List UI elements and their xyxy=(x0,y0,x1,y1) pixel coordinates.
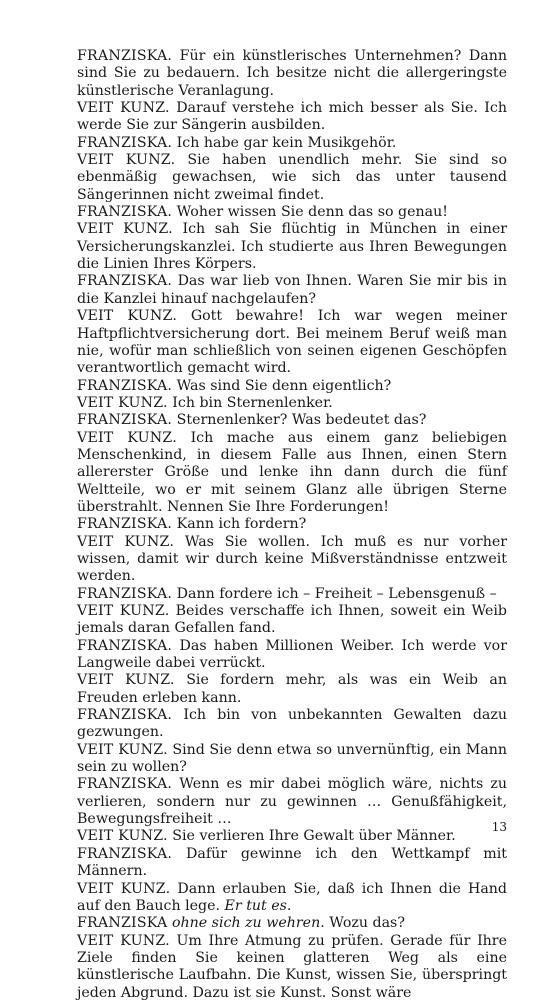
speaker-name: VEIT KUNZ. xyxy=(77,152,176,169)
dialogue-text: Woher wissen Sie denn das so genau! xyxy=(176,204,448,221)
speaker-name: VEIT KUNZ. xyxy=(77,394,168,411)
speaker-name: FRANZISKA. xyxy=(77,48,173,64)
dialogue-line xyxy=(77,221,507,273)
dialogue-line xyxy=(77,100,507,135)
dialogue-text: Um Ihre Atmung zu prüfen. Gerade für Ihre Ziele finden Sie keinen glatteren Weg als eine künstlerische Laufbahn. Die Kunst, wissen Sie, überspringt jeden Abgrund. Dazu ist sie Kunst. Sonst wäre xyxy=(77,932,507,1001)
speaker-name: FRANZISKA xyxy=(77,915,168,932)
dialogue-text: Wozu das? xyxy=(329,915,405,932)
speaker-name: FRANZISKA. xyxy=(77,776,173,793)
dialogue-line xyxy=(77,603,507,638)
dialogue-line xyxy=(77,707,507,742)
dialogue-text: Ich mache aus einem ganz beliebigen Menschenkind, in diesem Falle aus Ihnen, einen Stern allererster Größe und lenke ihn dann durch die fünf Weltteile, wo er mit seinem Glanz alle übrigen Sterne überstrahlt. Nennen Sie Ihre Forderungen! xyxy=(77,429,508,515)
dialogue-line xyxy=(77,308,507,377)
dialogue-line xyxy=(77,516,507,533)
speaker-name: VEIT KUNZ. xyxy=(77,672,175,689)
dialogue-text: Darauf verstehe ich mich besser als Sie. Ich werde Sie zur Sängerin ausbilden. xyxy=(77,100,507,134)
dialogue-text: Ich sah Sie flüchtig in München in einer Versicherungskanzlei. Ich studierte aus Ihren Bewegungen die Linien Ihres Körpers. xyxy=(77,221,508,273)
speaker-name: VEIT KUNZ. xyxy=(77,100,170,117)
speaker-name: VEIT KUNZ. xyxy=(77,429,177,446)
dialogue-text: Dann erlauben Sie, daß ich Ihnen die Hand auf den Bauch lege. xyxy=(77,880,507,914)
dialogue-text: Beides verschaffe ich Ihnen, soweit ein Weib jemals daran Gefallen fand. xyxy=(77,603,507,637)
dialogue-text: Sie verlieren Ihre Gewalt über Männer. xyxy=(172,828,456,845)
speaker-name: FRANZISKA. xyxy=(77,377,173,394)
speaker-name: VEIT KUNZ. xyxy=(77,603,170,619)
dialogue-text: Was sind Sie denn eigentlich? xyxy=(176,377,392,394)
dialogue-line xyxy=(77,742,507,777)
speaker-name: FRANZISKA. xyxy=(77,134,173,151)
dialogue-text: Ich bin von unbekannten Gewalten dazu gezwungen. xyxy=(77,707,507,741)
dialogue-text: Wenn es mir dabei möglich wäre, nichts zu verlieren, sondern nur zu gewinnen … Genußfähigkeit, Bewegungsfreiheit … xyxy=(77,776,507,828)
speaker-name: VEIT KUNZ. xyxy=(77,880,171,897)
dialogue-line xyxy=(77,48,507,100)
dialogue-text: Sternenlenker? Was bedeutet das? xyxy=(176,412,427,429)
page-number: 13 xyxy=(491,820,507,834)
dialogue-line xyxy=(77,273,507,308)
stage-direction: Er tut es. xyxy=(224,897,292,914)
dialogue-line xyxy=(77,672,507,707)
speaker-name: VEIT KUNZ. xyxy=(77,533,175,550)
speaker-name: FRANZISKA. xyxy=(77,585,173,602)
dialogue-line xyxy=(77,846,507,881)
dialogue-text: Ich habe gar kein Musikgehör. xyxy=(176,134,397,151)
text-page xyxy=(77,48,507,1002)
dialogue-line xyxy=(77,638,507,673)
dialogue-line xyxy=(77,152,507,204)
dialogue-text: Gott bewahre! Ich war wegen meiner Haftpflichtversicherung dort. Bei meinem Beruf weiß man nie, wofür man schließlich von seinen eigenen Geschöpfen verantwortlich gemacht wird. xyxy=(77,308,507,377)
speaker-name: FRANZISKA. xyxy=(77,707,173,724)
dialogue-line xyxy=(77,586,507,603)
dialogue-line xyxy=(77,378,507,395)
speaker-name: VEIT KUNZ. xyxy=(77,308,178,325)
dialogue-line xyxy=(77,534,507,586)
dialogue-text: Sie haben unendlich mehr. Sie sind so ebenmäßig gewachsen, wie sich das unter tausend Sängerinnen nicht zweimal findet. xyxy=(77,152,507,203)
dialogue-text: Sie fordern mehr, als was ein Weib an Freuden erleben kann. xyxy=(77,672,508,706)
dialogue-line xyxy=(77,915,507,932)
dialogue-line xyxy=(77,395,507,412)
dialogue-text: Sind Sie denn etwa so unvernünftig, ein Mann sein zu wollen? xyxy=(77,741,507,776)
dialogue-text: Was Sie wollen. Ich muß es nur vorher wissen, damit wir durch keine Mißverständnisse entzweit werden. xyxy=(77,533,508,585)
dialogue-text: Für ein künstlerisches Unternehmen? Dann sind Sie zu bedauern. Ich besitze nicht die allergeringste künstlerische Veranlagung. xyxy=(77,48,508,99)
dialogue-line xyxy=(77,881,507,916)
stage-direction: ohne sich zu wehren. xyxy=(171,915,325,932)
dialogue-text: Dann fordere ich – Freiheit – Lebensgenuß – xyxy=(176,585,497,602)
speaker-name: FRANZISKA. xyxy=(77,204,173,221)
speaker-name: VEIT KUNZ. xyxy=(77,221,173,238)
dialogue-line xyxy=(77,412,507,429)
dialogue-line xyxy=(77,933,507,1002)
speaker-name: FRANZISKA. xyxy=(77,273,173,290)
dialogue-text: Dafür gewinne ich den Wettkampf mit Männern. xyxy=(77,845,507,880)
speaker-name: VEIT KUNZ. xyxy=(77,932,170,949)
dialogue-line xyxy=(77,204,507,221)
speaker-name: FRANZISKA. xyxy=(77,845,173,862)
dialogue-line xyxy=(77,828,507,845)
dialogue-text: Ich bin Sternenlenker. xyxy=(172,394,333,411)
speaker-name: FRANZISKA. xyxy=(77,412,173,429)
dialogue-text: Das war lieb von Ihnen. Waren Sie mir bis in die Kanzlei hinauf nachgelaufen? xyxy=(77,273,507,307)
dialogue-text: Das haben Millionen Weiber. Ich werde vor Langweile dabei verrückt. xyxy=(77,637,508,672)
dialogue-line xyxy=(77,135,507,152)
speaker-name: FRANZISKA. xyxy=(77,516,173,533)
speaker-name: FRANZISKA. xyxy=(77,637,173,654)
dialogue-line xyxy=(77,430,507,517)
dialogue-line xyxy=(77,776,507,828)
speaker-name: VEIT KUNZ. xyxy=(77,828,168,845)
speaker-name: VEIT KUNZ. xyxy=(77,741,168,758)
dialogue-text: Kann ich fordern? xyxy=(176,516,307,533)
